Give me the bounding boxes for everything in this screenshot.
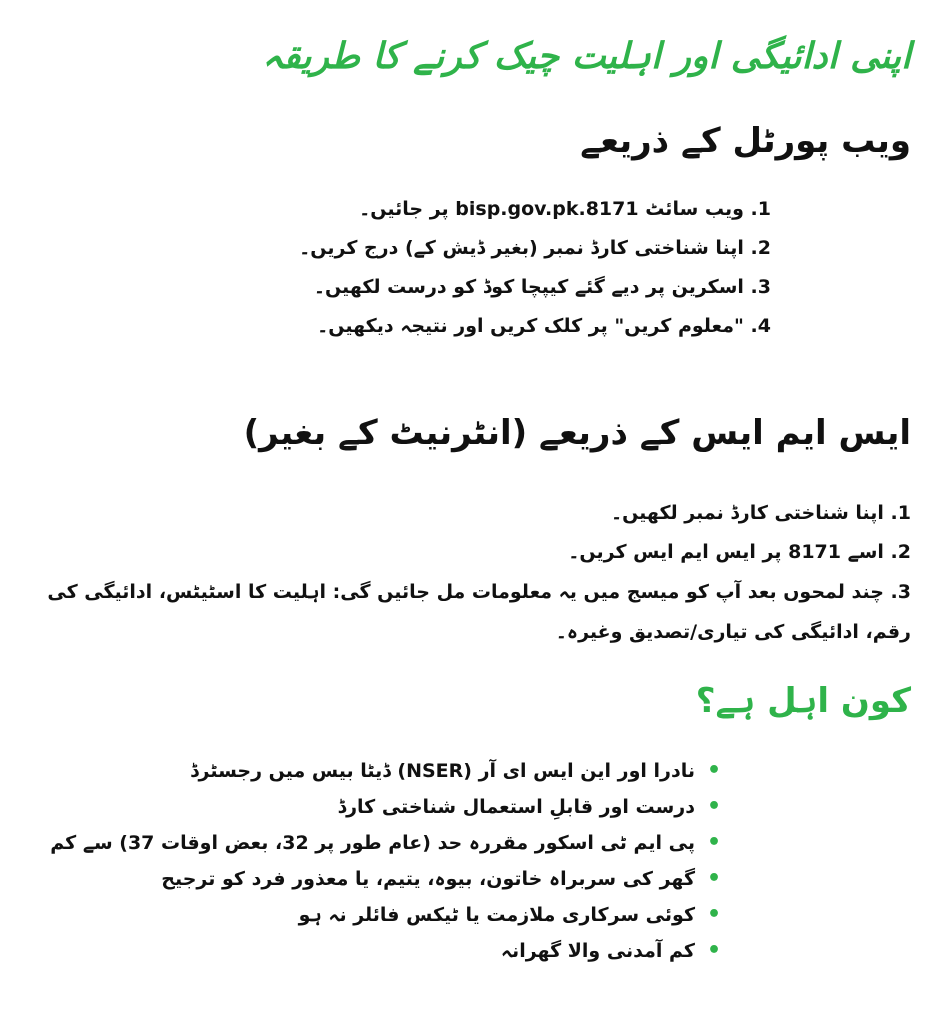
eligibility-item bbox=[50, 933, 721, 969]
eligibility-item bbox=[50, 861, 721, 897]
eligibility-item-text: گھر کی سربراہ خاتون، بیوہ، یتیم، یا معذور فرد کو ترجیح bbox=[161, 868, 695, 890]
main-title: اپنی ادائیگی اور اہلیت چیک کرنے کا طریقہ bbox=[262, 36, 911, 77]
bullet-icon: • bbox=[706, 866, 721, 891]
bullet-icon: • bbox=[706, 902, 721, 927]
web-step-4: 4. "معلوم کریں" پر کلک کریں اور نتیجہ دیکھیں۔ bbox=[317, 315, 771, 337]
eligibility-item-text: نادرا اور این ایس ای آر (NSER) ڈیٹا بیس میں رجسٹرڈ bbox=[190, 760, 695, 782]
web-step-2: 2. اپنا شناختی کارڈ نمبر (بغیر ڈیش کے) درج کریں۔ bbox=[299, 237, 771, 259]
eligibility-item-text: کوئی سرکاری ملازمت یا ٹیکس فائلر نہ ہو bbox=[298, 904, 695, 926]
sms-steps bbox=[1, 494, 911, 652]
bullet-icon: • bbox=[706, 830, 721, 855]
sms-heading: ایس ایم ایس کے ذریعے (انٹرنیٹ کے بغیر) bbox=[243, 413, 911, 453]
eligibility-item bbox=[50, 897, 721, 933]
bullet-icon: • bbox=[706, 938, 721, 963]
web-portal-steps bbox=[299, 190, 771, 346]
sms-step-1: 1. اپنا شناختی کارڈ نمبر لکھیں۔ bbox=[610, 502, 911, 524]
sms-step-3: 3. چند لمحوں بعد آپ کو میسج میں یہ معلومات مل جائیں گی: اہلیت کا اسٹیٹس، ادائیگی کی رقم، ادائیگی کی تیاری/تصدیق وغیرہ۔ bbox=[47, 581, 911, 643]
eligibility-item bbox=[50, 789, 721, 825]
eligibility-item-text: پی ایم ٹی اسکور مقررہ حد (عام طور پر 32، بعض اوقات 37) سے کم bbox=[50, 832, 695, 854]
eligibility-list bbox=[50, 753, 721, 969]
bullet-icon: • bbox=[706, 758, 721, 783]
eligibility-item-text: کم آمدنی والا گھرانہ bbox=[500, 940, 695, 962]
eligibility-item bbox=[50, 825, 721, 861]
bullet-icon: • bbox=[706, 794, 721, 819]
eligibility-item-text: درست اور قابلِ استعمال شناختی کارڈ bbox=[337, 796, 695, 818]
web-portal-heading: ویب پورٹل کے ذریعے bbox=[580, 121, 911, 161]
web-step-3: 3. اسکرین پر دیے گئے کیپچا کوڈ کو درست لکھیں۔ bbox=[313, 276, 771, 298]
eligibility-item bbox=[50, 753, 721, 789]
eligibility-heading: کون اہل ہے؟ bbox=[695, 681, 911, 721]
web-step-1: 1. ویب سائٹ 8171.bisp.gov.pk پر جائیں۔ bbox=[359, 198, 771, 220]
sms-step-2: 2. اسے 8171 پر ایس ایم ایس کریں۔ bbox=[568, 541, 911, 563]
